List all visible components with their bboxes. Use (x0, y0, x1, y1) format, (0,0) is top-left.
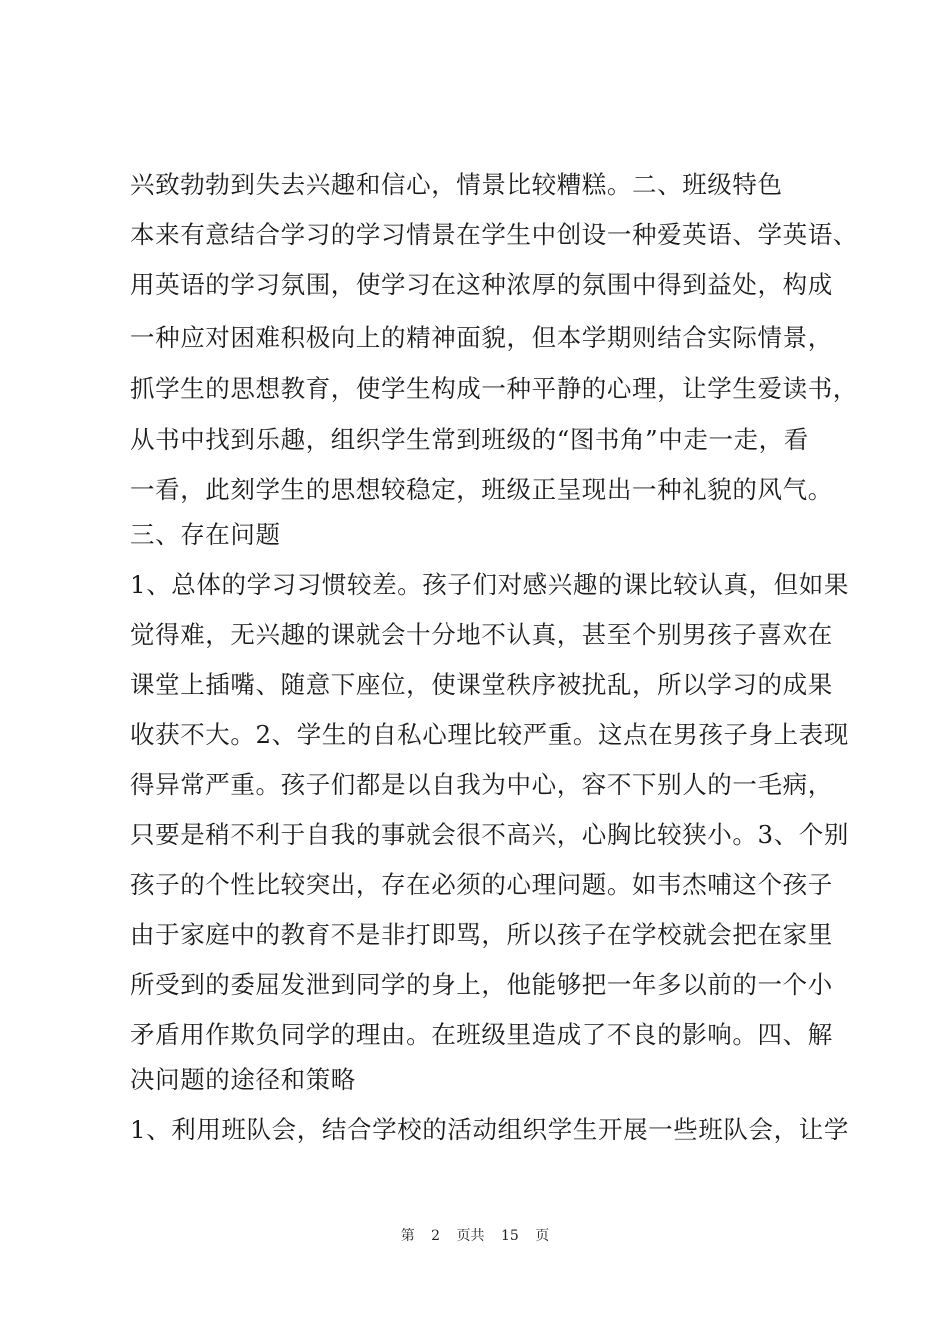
text-line-11: 课堂上插嘴、随意下座位，使课堂秩序被扰乱，所以学习的成果 (130, 670, 833, 699)
text-line-15: 孩子的个性比较突出，存在必须的心理问题。如韦杰哺这个孩子 (130, 870, 833, 899)
footer-current-page: 2 (431, 1228, 441, 1244)
footer-ye: 页 (535, 1228, 550, 1244)
text-line-19: 决问题的途径和策略 (130, 1065, 356, 1094)
text-line-2: 本来有意结合学习的学习情景在学生中创设一种爱英语、学英语、 (130, 220, 858, 249)
section-heading-problems: 三、存在问题 (130, 520, 281, 549)
text-line-3: 用英语的学习氛围，使学习在这种浓厚的氛围中得到益处，构成 (130, 270, 833, 299)
text-line-12: 收获不大。2、学生的自私心理比较严重。这点在男孩子身上表现 (130, 720, 849, 749)
text-line-7: 一看，此刻学生的思想较稳定，班级正呈现出一种礼貌的风气。 (130, 475, 833, 504)
footer-total-pages: 15 (501, 1228, 519, 1244)
text-line-10: 觉得难，无兴趣的课就会十分地不认真，甚至个别男孩子喜欢在 (130, 620, 833, 649)
text-line-16: 由于家庭中的教育不是非打即骂，所以孩子在学校就会把在家里 (130, 920, 833, 949)
text-line-13: 得异常严重。孩子们都是以自我为中心，容不下别人的一毛病， (130, 770, 833, 799)
text-line-4: 一种应对困难积极向上的精神面貌，但本学期则结合实际情景， (130, 323, 833, 352)
text-line-6: 从书中找到乐趣，组织学生常到班级的“图书角”中走一走，看 (130, 425, 809, 454)
text-line-5: 抓学生的思想教育，使学生构成一种平静的心理，让学生爱读书， (130, 374, 858, 403)
text-line-18: 矛盾用作欺负同学的理由。在班级里造成了不良的影响。四、解 (130, 1020, 833, 1049)
text-line-14: 只要是稍不利于自我的事就会很不高兴，心胸比较狭小。3、个别 (130, 820, 849, 849)
page-footer (0, 1226, 950, 1246)
text-line-1: 兴致勃勃到失去兴趣和信心，情景比较糟糕。二、班级特色 (130, 170, 783, 199)
footer-ye-gong: 页共 (456, 1228, 485, 1244)
text-line-9: 1、总体的学习习惯较差。孩子们对感兴趣的课比较认真，但如果 (130, 570, 849, 599)
text-line-17: 所受到的委屈发泄到同学的身上，他能够把一年多以前的一个小 (130, 970, 833, 999)
text-line-20: 1、利用班队会，结合学校的活动组织学生开展一些班队会，让学 (130, 1115, 849, 1144)
footer-di: 第 (400, 1228, 415, 1244)
